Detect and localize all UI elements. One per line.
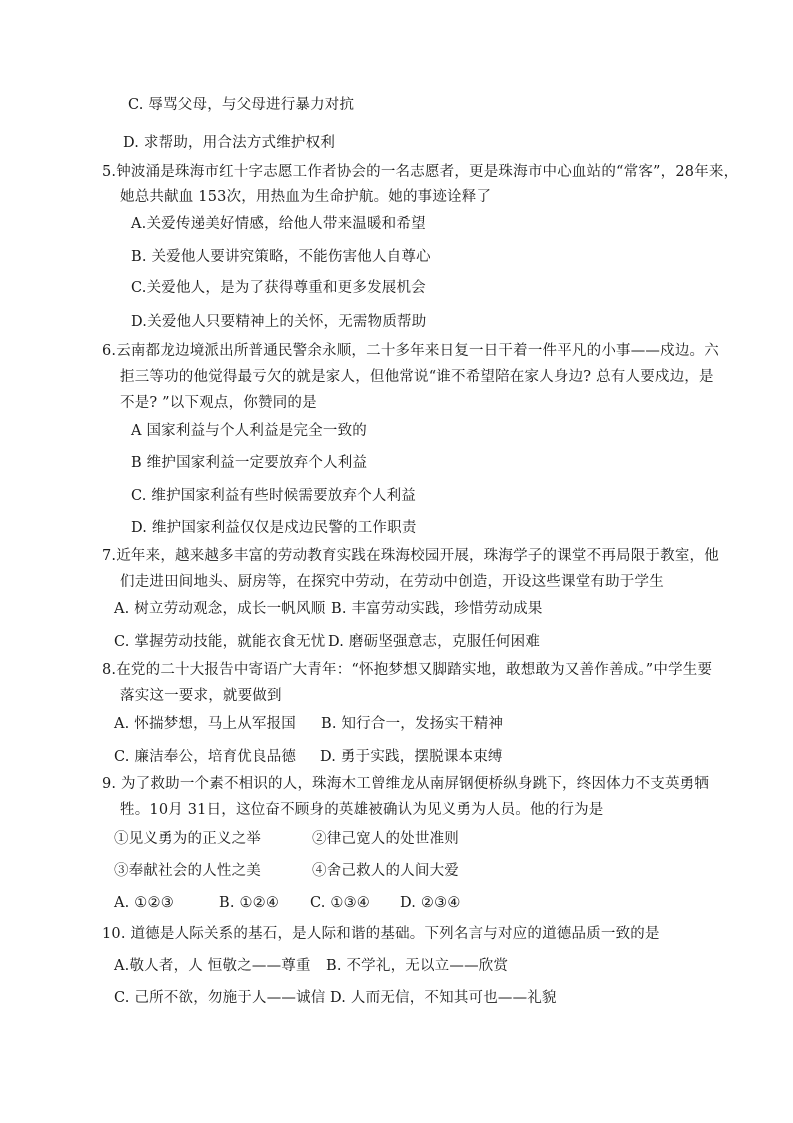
q6-option-c: C. 维护国家利益有些时候需要放弃个人利益 bbox=[131, 488, 416, 504]
q5-stem-line1: 5.钟波涌是珠海市红十字志愿工作者协会的一名志愿者，更是珠海市中心血站的“常客”，28年来， bbox=[102, 164, 739, 180]
q5-option-c: C.关爱他人，是为了获得尊重和更多发展机会 bbox=[131, 280, 426, 296]
q6-stem-line1: 6.云南都龙边境派出所普通民警余永顺，二十多年来日复一日干着一件平凡的小事——戍边。六 bbox=[102, 343, 719, 359]
q10-option-c: C. 己所不欲，勿施于人——诚信 bbox=[114, 990, 326, 1006]
q9-item-1: ①见义勇为的正义之举 bbox=[114, 831, 261, 847]
q10-option-a: A.敬人者，人 恒敬之——尊重 bbox=[114, 958, 311, 974]
q9-option-c: C. ①③④ bbox=[310, 895, 370, 911]
q9-item-2: ②律己宽人的处世准则 bbox=[312, 831, 459, 847]
q10-option-b: B. 不学礼，无以立——欣赏 bbox=[326, 958, 509, 974]
q8-stem-line1: 8.在党的二十大报告中寄语广大青年：“怀抱梦想又脚踏实地，敢想敢为又善作善成。”中学生要 bbox=[102, 662, 713, 678]
q7-option-b: B. 丰富劳动实践，珍惜劳动成果 bbox=[331, 601, 543, 617]
q9-stem-line1: 9. 为了救助一个素不相识的人，珠海木工曾维龙从南屏钢便桥纵身跳下，终因体力不支英勇牺 bbox=[102, 776, 710, 792]
q7-option-a: A. 树立劳动观念，成长一帆风顺 bbox=[114, 601, 326, 617]
q5-option-a: A.关爱传递美好情感，给他人带来温暖和希望 bbox=[131, 216, 426, 232]
q5-stem-line2: 她总共献血 153次，用热血为生命护航。她的事迹诠释了 bbox=[120, 189, 492, 205]
q6-option-b: B 维护国家利益一定要放弃个人利益 bbox=[131, 455, 368, 471]
q9-stem-line2: 牲。10月 31日，这位奋不顾身的英雄被确认为见义勇为人员。他的行为是 bbox=[120, 802, 604, 818]
q8-option-d: D. 勇于实践，摆脱课本束缚 bbox=[320, 749, 503, 765]
q4-option-c: C. 辱骂父母，与父母进行暴力对抗 bbox=[128, 97, 355, 113]
q9-option-d: D. ②③④ bbox=[400, 895, 461, 911]
q8-stem-line2: 落实这一要求，就要做到 bbox=[120, 688, 282, 704]
q9-item-3: ③奉献社会的人性之美 bbox=[114, 863, 261, 879]
q7-option-c: C. 掌握劳动技能，就能衣食无忧 bbox=[114, 634, 326, 650]
q4-option-d: D. 求帮助，用合法方式维护权利 bbox=[123, 135, 336, 151]
q10-stem-line1: 10. 道德是人际关系的基石，是人际和谐的基础。下列名言与对应的道德品质一致的是 bbox=[102, 926, 660, 942]
q9-option-a: A. ①②③ bbox=[114, 895, 174, 911]
q8-option-a: A. 怀揣梦想，马上从军报国 bbox=[114, 716, 296, 732]
q5-option-d: D.关爱他人只要精神上的关怀，无需物质帮助 bbox=[131, 314, 427, 330]
q6-stem-line3: 不是? ”以下观点，你赞同的是 bbox=[120, 395, 317, 411]
q6-option-a: A 国家利益与个人利益是完全一致的 bbox=[131, 423, 367, 439]
q7-stem-line1: 7.近年来，越来越多丰富的劳动教育实践在珠海校园开展，珠海学子的课堂不再局限于教室，他 bbox=[102, 548, 719, 564]
q7-option-d: D. 磨砺坚强意志，克服任何困难 bbox=[328, 634, 541, 650]
q6-stem-line2: 拒三等功的他觉得最亏欠的就是家人，但他常说“谁不希望陪在家人身边? 总有人要戍边，是 bbox=[120, 369, 714, 385]
q5-option-b: B. 关爱他人要讲究策略，不能伤害他人自尊心 bbox=[131, 249, 431, 265]
q10-option-d: D. 人而无信，不知其可也——礼貌 bbox=[330, 990, 557, 1006]
q9-item-4: ④舍己救人的人间大爱 bbox=[312, 863, 459, 879]
q6-option-d: D. 维护国家利益仅仅是戍边民警的工作职责 bbox=[131, 520, 417, 536]
q8-option-b: B. 知行合一，发扬实干精神 bbox=[321, 716, 504, 732]
q8-option-c: C. 廉洁奉公，培育优良品德 bbox=[114, 749, 297, 765]
q7-stem-line2: 们走进田间地头、厨房等，在探究中劳动，在劳动中创造，开设这些课堂有助于学生 bbox=[120, 574, 664, 590]
q9-option-b: B. ①②④ bbox=[219, 895, 280, 911]
